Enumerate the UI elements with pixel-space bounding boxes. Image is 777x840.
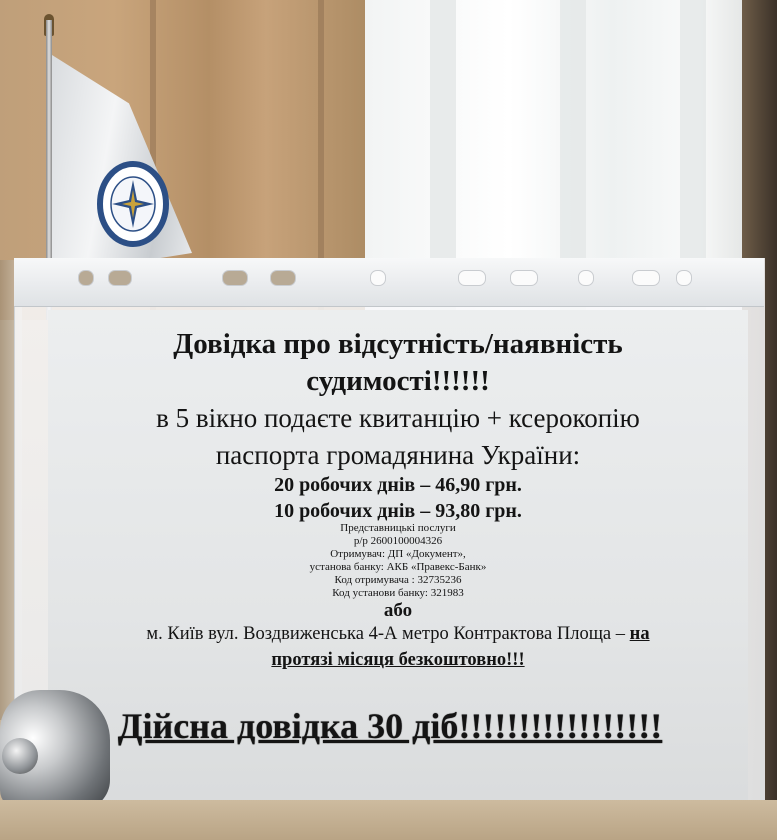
payment-detail: р/р 2600100004326 [353, 535, 443, 547]
punch-hole [78, 270, 94, 286]
punch-hole [370, 270, 386, 286]
payment-detail: Код установи банку: 321983 [332, 587, 464, 599]
flag-emblem [96, 160, 170, 248]
payment-detail: Отримувач: ДП «Документ», [330, 548, 466, 560]
price-20-days: 20 робочих днів – 46,90 грн. [274, 474, 522, 496]
free-of-charge-line: протязі місяця безкоштовно!!! [271, 650, 525, 670]
punch-hole [458, 270, 486, 286]
address-line [48, 624, 748, 645]
punch-hole [676, 270, 692, 286]
address-text: м. Київ вул. Воздвиженська 4-А метро Контрактова Площа – [146, 624, 630, 644]
punch-hole [222, 270, 248, 286]
payment-detail: Код отримувача : 32735236 [334, 574, 462, 586]
notice-title-line2: судимості!!!!!! [306, 365, 490, 397]
validity-heading: Дійсна довідка 30 діб!!!!!!!!!!!!!!!!! [117, 706, 663, 746]
notice-instruction-line1: в 5 вікно подаєте квитанцію + ксерокопію [156, 403, 640, 433]
address-underlined: на [629, 624, 650, 644]
desk-surface [0, 800, 777, 840]
notice-paper [48, 310, 748, 818]
punch-hole [270, 270, 296, 286]
notice-title-line1: Довідка про відсутність/наявність [173, 328, 623, 360]
clamp-knob [2, 738, 38, 774]
punch-hole [578, 270, 594, 286]
punch-hole [510, 270, 538, 286]
or-separator: або [383, 600, 413, 621]
punch-hole [108, 270, 132, 286]
price-10-days: 10 робочих днів – 93,80 грн. [274, 500, 522, 522]
payment-detail: Представницькі послуги [340, 522, 456, 534]
punch-hole [632, 270, 660, 286]
payment-detail: установа банку: АКБ «Правекс-Банк» [309, 561, 487, 573]
notice-instruction-line2: паспорта громадянина України: [215, 440, 581, 470]
